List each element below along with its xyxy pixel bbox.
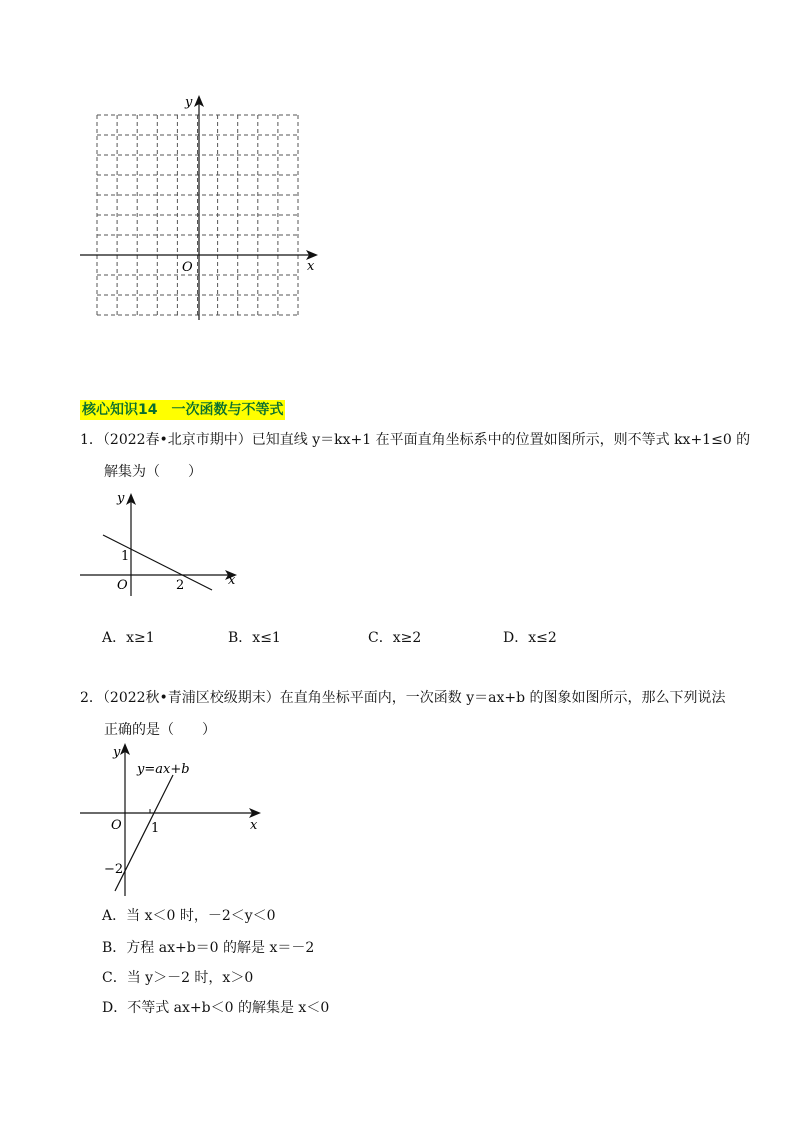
q2-origin-label: O xyxy=(111,818,122,833)
question2-option-a[interactable] xyxy=(102,906,276,926)
question2-option-b[interactable] xyxy=(102,938,314,958)
option-letter: D． xyxy=(503,630,529,646)
option-letter: C． xyxy=(368,630,393,646)
question2-option-d[interactable] xyxy=(102,998,329,1018)
grid-y-label: y xyxy=(185,95,193,110)
question2-stem-line1: 2．（2022秋•青浦区校级期末）在直角坐标平面内，一次函数 y＝ax+b 的图象如图所示，那么下列说法 xyxy=(80,690,726,706)
option-letter: A． xyxy=(102,908,127,924)
option-letter: A． xyxy=(102,630,127,646)
q2-y-label: y xyxy=(113,745,121,760)
q2-line-label: y=ax+b xyxy=(137,762,190,777)
question1-figure xyxy=(75,488,250,598)
q1-x-label: x xyxy=(228,573,236,588)
question1-option-d[interactable] xyxy=(503,628,557,648)
question1-stem-line1: 1．（2022春•北京市期中）已知直线 y＝kx+1 在平面直角坐标系中的位置如图所示，则不等式 kx+1≤0 的 xyxy=(80,432,751,448)
option-text: 方程 ax+b＝0 的解是 x＝－2 xyxy=(126,940,315,956)
grid-origin-label: O xyxy=(182,260,193,275)
option-text: x≥2 xyxy=(392,630,422,646)
option-letter: D． xyxy=(102,1000,128,1016)
section-title: 核心知识14 一次函数与不等式 xyxy=(82,402,284,418)
q2-function-line xyxy=(115,775,173,891)
q1-y-intercept-label: 1 xyxy=(121,549,130,564)
question2-figure xyxy=(75,738,275,898)
question2-stem-line2: 正确的是（ ） xyxy=(104,722,216,738)
option-text: x≤2 xyxy=(528,630,557,646)
q1-y-label: y xyxy=(117,491,125,506)
q1-origin-label: O xyxy=(117,578,128,593)
question1-option-c[interactable] xyxy=(368,628,421,648)
option-text: 不等式 ax+b＜0 的解集是 x＜0 xyxy=(127,1000,330,1016)
option-text: x≥1 xyxy=(126,630,155,646)
option-text: 当 y＞－2 时，x＞0 xyxy=(126,970,254,986)
q2-x-intercept-label: 1 xyxy=(151,821,160,836)
question1-option-a[interactable] xyxy=(102,628,155,648)
question1-option-b[interactable] xyxy=(228,628,281,648)
q2-x-label: x xyxy=(250,818,258,833)
q2-y-intercept-label: −2 xyxy=(104,862,124,877)
q1-x-intercept-label: 2 xyxy=(176,578,185,593)
option-text: x≤1 xyxy=(252,630,281,646)
question2-option-c[interactable] xyxy=(102,968,253,988)
option-text: 当 x＜0 时，－2＜y＜0 xyxy=(126,908,276,924)
question1-stem-line2: 解集为（ ） xyxy=(104,464,202,480)
option-letter: B． xyxy=(228,630,253,646)
coordinate-grid-figure xyxy=(75,90,325,325)
option-letter: B． xyxy=(102,940,127,956)
option-letter: C． xyxy=(102,970,127,986)
grid-x-label: x xyxy=(307,259,315,274)
